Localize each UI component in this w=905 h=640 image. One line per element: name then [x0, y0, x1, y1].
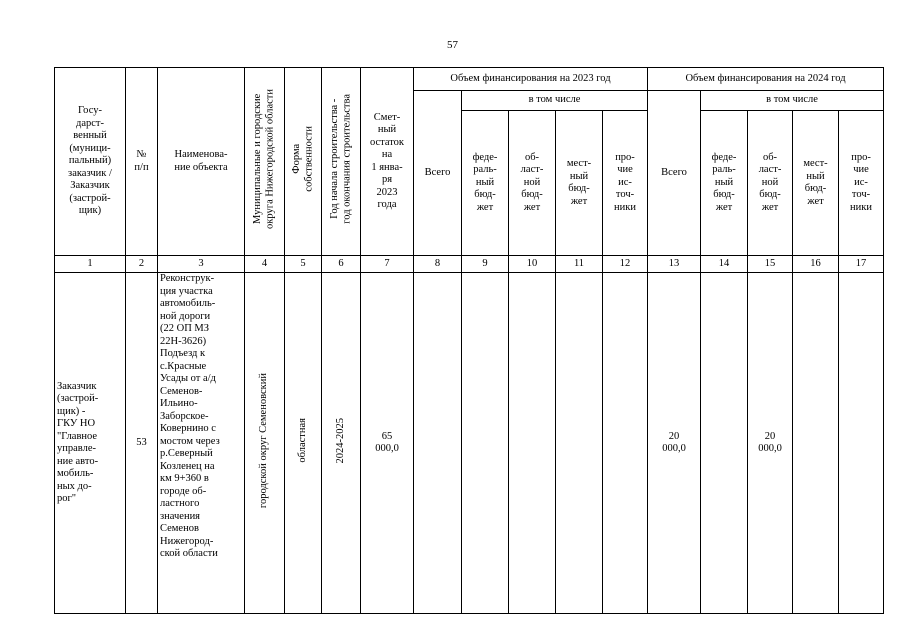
column-number: 4 [245, 256, 285, 273]
column-number: 15 [748, 256, 793, 273]
table-row [55, 273, 884, 614]
row-ownership: областная [285, 273, 322, 614]
column-number: 6 [322, 256, 361, 273]
header-federal-2023: феде- раль- ный бюд- жет [462, 111, 509, 256]
row-other-2023 [603, 273, 648, 614]
row-total-2024: 20 000,0 [648, 273, 701, 614]
header-fin-2023: Объем финансирования на 2023 год [414, 68, 648, 91]
header-regional-2024: об- ласт- ной бюд- жет [748, 111, 793, 256]
header-federal-2024: феде- раль- ный бюд- жет [701, 111, 748, 256]
row-years: 2024-2025 [322, 273, 361, 614]
column-number: 17 [839, 256, 884, 273]
header-customer: Госу- дарст- венный (муници- пальный) заказчик / Заказчик (застрой- щик) [55, 68, 126, 256]
row-number: 53 [126, 273, 158, 614]
page-number: 57 [447, 39, 458, 51]
row-estimate: 65 000,0 [361, 273, 414, 614]
column-number: 3 [158, 256, 245, 273]
header-incl-2023: в том числе [462, 91, 648, 111]
header-other-2023: про- чие ис- точ- ники [603, 111, 648, 256]
header-local-2023: мест- ный бюд- жет [556, 111, 603, 256]
column-number: 12 [603, 256, 648, 273]
column-number: 5 [285, 256, 322, 273]
header-regional-2023: об- ласт- ной бюд- жет [509, 111, 556, 256]
column-number-row [55, 256, 884, 273]
column-number: 2 [126, 256, 158, 273]
column-number: 10 [509, 256, 556, 273]
column-number: 11 [556, 256, 603, 273]
column-number: 14 [701, 256, 748, 273]
row-municipality: городской округ Семеновский [245, 273, 285, 614]
header-other-2024: про- чие ис- точ- ники [839, 111, 884, 256]
column-number: 7 [361, 256, 414, 273]
row-other-2024 [839, 273, 884, 614]
column-number: 16 [793, 256, 839, 273]
row-regional-2024: 20 000,0 [748, 273, 793, 614]
financing-table [54, 67, 884, 614]
header-incl-2024: в том числе [701, 91, 884, 111]
header-ownership: Форма собственности [285, 68, 322, 256]
row-federal-2023 [462, 273, 509, 614]
column-number: 1 [55, 256, 126, 273]
header-local-2024: мест- ный бюд- жет [793, 111, 839, 256]
header-fin-2024: Объем финансирования на 2024 год [648, 68, 884, 91]
header-total-2023: Всего [414, 91, 462, 256]
column-number: 8 [414, 256, 462, 273]
header-estimate: Смет- ный остаток на 1 янва- ря 2023 года [361, 68, 414, 256]
row-local-2024 [793, 273, 839, 614]
column-number: 9 [462, 256, 509, 273]
row-federal-2024 [701, 273, 748, 614]
row-object-name: Реконструк- ция участка автомобиль- ной дороги (22 ОП МЗ 22Н-3626) Подъезд к с.Красные Усады от а/д Семенов- Ильино- Заборское- Ковернино с мостом через р.Северный Козленец на км 9+360 в городе об- ластного значения Семенов Нижегород- ской области [158, 273, 245, 614]
header-total-2024: Всего [648, 91, 701, 256]
row-local-2023 [556, 273, 603, 614]
row-customer: Заказчик (застрой- щик) - ГКУ НО "Главное управле- ние авто- мобиль- ных до- рог" [55, 273, 126, 614]
header-object-name: Наименова- ние объекта [158, 68, 245, 256]
row-total-2023 [414, 273, 462, 614]
header-years: Год начала строительства - год окончания строительства [322, 68, 361, 256]
column-number: 13 [648, 256, 701, 273]
header-municipality: Муниципальные и городские округа Нижегородской области [245, 68, 285, 256]
row-regional-2023 [509, 273, 556, 614]
header-number: № п/п [126, 68, 158, 256]
